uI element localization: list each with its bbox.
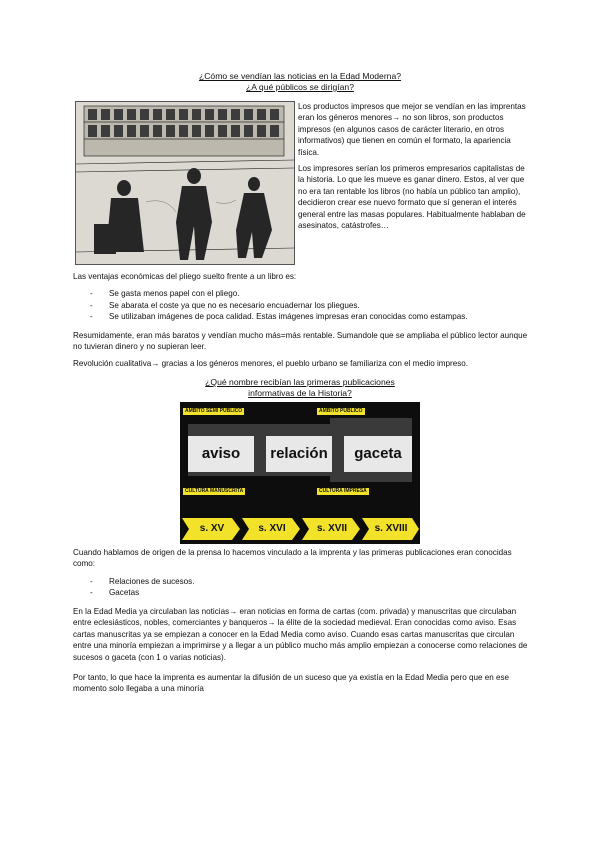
origen-list [73, 576, 528, 599]
section-title-1 [0, 71, 600, 93]
list-item: - Se utilizaban imágenes de poca calidad. Estas imágenes impresas eran conocidas como estampas. [73, 311, 528, 322]
paragraph: Cuando hablamos de origen de la prensa lo hacemos vinculado a la imprenta y las primeras publicaciones eran conocidas como: [73, 548, 512, 569]
diagram-label: ÁMBITO PÚBLICO [319, 408, 363, 414]
woodcut-illustration [75, 101, 295, 265]
box-relacion: relación [266, 436, 332, 472]
paragraph: Revolución cualitativa→ gracias a los géneros menores, el pueblo urbano se familiariza con el medio impreso. [73, 359, 468, 368]
title-line: ¿A qué públicos se dirigían? [246, 82, 354, 92]
side-text [298, 101, 528, 236]
paragraph: Los productos impresos que mejor se vendían en las imprentas eran los géneros menores→ no son libros, son productos impresos (en algunos casos de carácter literario, en otros informativos) que tienen en común el formato, la apariencia física. [298, 102, 526, 157]
diagram-label: CULTURA MANUSCRITA [185, 488, 244, 494]
box-aviso: aviso [188, 436, 254, 472]
list-item: - Se gasta menos papel con el pliego. [73, 288, 528, 299]
list-item: - Gacetas [73, 587, 528, 598]
diagram-label: ÁMBITO SEMI PÚBLICO [185, 408, 243, 414]
title-line: informativas de la Historia? [248, 388, 352, 398]
box-gaceta: gaceta [344, 436, 412, 472]
list-item: - Relaciones de sucesos. [73, 576, 528, 587]
origen-section [73, 547, 528, 599]
century-label: s. XVIII [374, 523, 408, 534]
list-item: - Se abarata el coste ya que no es necesario encuadernar los pliegues. [73, 300, 528, 311]
diagram-label: CULTURA IMPRESA [319, 488, 367, 494]
paragraph: En la Edad Media ya circulaban las noticias→ eran noticias en forma de cartas (com. privada) y manuscritas que circulaban entre eclesiásticos, nobles, comerciantes y banqueros→ la élite de la sociedad medieval. Eran conocidas como aviso. Esas cartas manuscritas ya se empiezan a conocer en la Edad Media como aviso. Cuando esas cartas manuscritas que circulan entre una minoría empiezan a imprimirse y a llegar a un público mucho más amplio empiezan a conocerse como relaciones de sucesos o gaceta (con 1 o varias noticias). [73, 607, 528, 662]
paragraph: Por tanto, lo que hace la imprenta es aumentar la difusión de un suceso que ya existía en la Edad Media pero que en ese momento solo llegaba a una minoría [73, 673, 509, 694]
section-title-2 [0, 377, 600, 399]
title-line: ¿Qué nombre recibían las primeras publicaciones [205, 377, 395, 387]
paragraph: Las ventajas económicas del pliego suelto frente a un libro es: [73, 272, 297, 281]
title-line: ¿Cómo se vendían las noticias en la Edad Moderna? [198, 71, 402, 81]
resumidamente-paragraph [73, 330, 528, 353]
century-label: s. XV [199, 523, 225, 534]
ventajas-section [73, 271, 528, 323]
edad-media-paragraph [73, 606, 528, 663]
paragraph: Resumidamente, eran más baratos y vendían mucho más=más rentable. Sumandole que se ampliaba el público lector aunque no tuvieran dinero y no supieran leer. [73, 331, 528, 352]
timeline-diagram [180, 402, 420, 544]
revolucion-paragraph [73, 358, 528, 369]
por-tanto-paragraph [73, 672, 528, 695]
paragraph: Los impresores serían los primeros empresarios capitalistas de la historia. Lo que les mueve es ganar dinero. Estos, al ver que no era tan rentable los libros (no había un público tan amplio), decidieron crear ese nuevo formato que sí generan el interés general entre las masas populares. Habitualmente hablaban de asesinatos, catástrofes… [298, 164, 526, 231]
printing-shop-engraving [76, 102, 294, 264]
century-label: s. XVI [258, 523, 286, 534]
ventajas-list [73, 288, 528, 322]
century-label: s. XVII [316, 523, 347, 534]
